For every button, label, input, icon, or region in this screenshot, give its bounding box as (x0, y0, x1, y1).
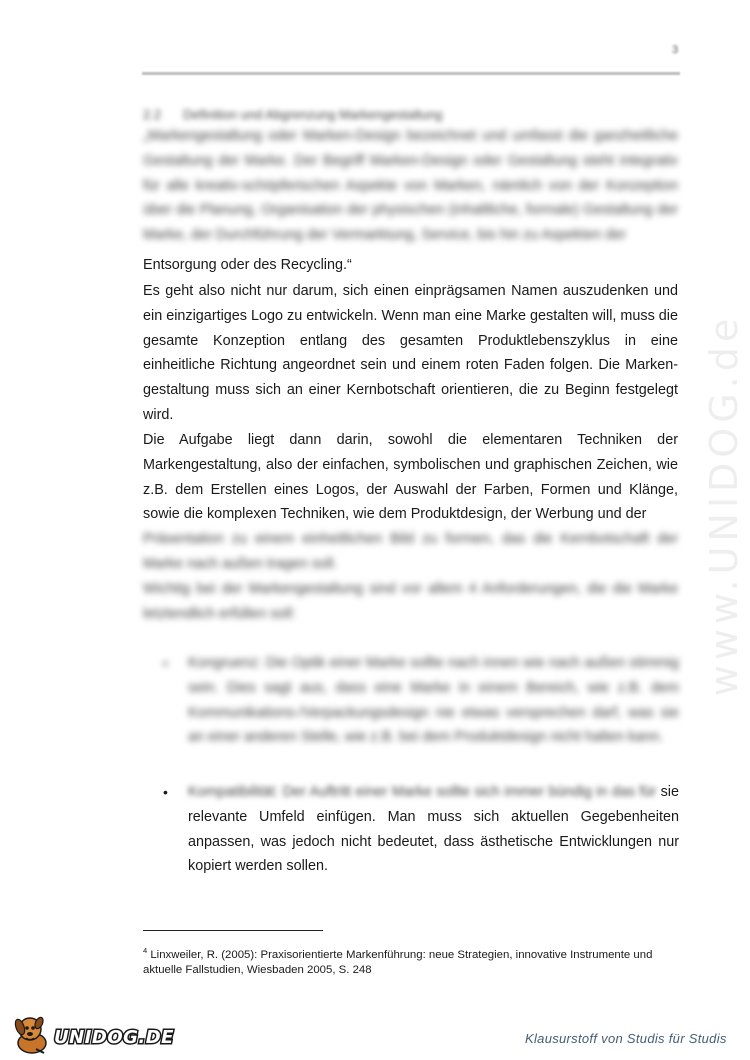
bullet-icon: • (163, 655, 168, 671)
watermark-text: www.UNIDOG.de (702, 313, 746, 697)
paragraph-3-blurred: Wichtig bei der Markengestaltung sind vor allem 4 Anforderungen, die die Marke letztendlich erfüllen soll: (143, 581, 678, 622)
footnote-marker: 4 (143, 946, 148, 955)
dog-mascot-icon (10, 1013, 54, 1055)
paragraph-2: Die Aufgabe liegt dann darin, sowohl die elementaren Techniken der Markengestaltung, also der einfachen, symbolischen und graphischen Zeichen, wie z.B. dem Erstellen eines Logos, der Auswahl der Farben, Formen und Klänge, sowie die komplexen Techniken, wie dem Produktdesign, der Werbung und der (143, 432, 678, 523)
quote-blurred: „Markengestaltung oder Marken-Design bezeichnet und umfasst die ganzheitliche Gestaltung der Marke. Der Begriff Marken-Design oder Gestaltung steht integrativ für alle kreativ-schöpferischen Aspekte von Marken, nämlich von der Konzeption über die Planung, Organisation der physischen (inhaltliche, formale) Gestaltung der Marke, der Durchführung der Vermarktung, Service, bis hin zu Aspekten der (143, 128, 678, 244)
footnote-rule (143, 930, 323, 931)
bullet-item-kompatibilitaet (163, 780, 679, 879)
tagline: Klausurstoff von Studis für Studis (525, 1031, 727, 1046)
logo-text: UNIDOG.DE (54, 1027, 174, 1048)
page-number: 3 (672, 44, 679, 56)
footnote-text: Linxweiler, R. (2005): Praxisorientierte Markenführung: neue Strategien, innovative Instrumente und aktuelle Fallstudien, Wiesbaden 2005, S. 248 (143, 949, 653, 976)
bullet-icon: • (163, 784, 168, 800)
header-rule (142, 72, 680, 75)
heading-title: Definition und Abgrenzung Markengestaltung (183, 107, 443, 122)
heading-number: 2.2 (143, 107, 162, 122)
bullet-text-blurred: Kompatibilität: Der Auftritt einer Marke sollte sich immer bündig in das für (188, 784, 657, 800)
unidog-logo[interactable] (10, 1013, 174, 1055)
bullet-text: Kongruenz: Die Optik einer Marke sollte nach innen wie nach außen stimmig sein. Dies sagt aus, dass eine Marke in einem Bereich, wie z.B. dem Kommunikations-/Verpackungsdesign nie etwas versprechen darf, was sie an einer anderen Stelle, wie z.B. bei dem Produktdesign nicht halten kann. (188, 655, 679, 746)
bullet-text (188, 780, 679, 879)
footnote (143, 944, 678, 977)
section-heading (143, 107, 442, 122)
watermark (704, 280, 744, 730)
paragraph-2-blurred: Präsentation zu einem einheitlichen Bild zu formen, das die Kernbotschaft der Marke nach außen tragen soll. (143, 531, 678, 572)
quote-tail: Entsorgung oder des Recycling.“ (143, 257, 352, 273)
bullet-text-visible: sie relevante Umfeld einfügen. Man muss sich aktuellen Gegebenheiten anpassen, was jedoch nicht bedeutet, dass ästhetische Entwicklungen nur kopiert werden sollen. (188, 784, 679, 875)
bullet-item-kongruenz (163, 651, 679, 750)
paragraph-1: Es geht also nicht nur darum, sich einen einprägsamen Namen auszudenken und ein einzigartiges Logo zu entwickeln. Wenn man eine Marke gestalten will, muss die gesamte Konzeption entlang des gesamten Produktlebenszyklus in eine einheitliche Richtung angeordnet sein und einem roten Faden folgen. Die Marken-gestaltung muss sich an einer Kernbotschaft orientieren, die zu Beginn festgelegt wird. (143, 283, 678, 423)
